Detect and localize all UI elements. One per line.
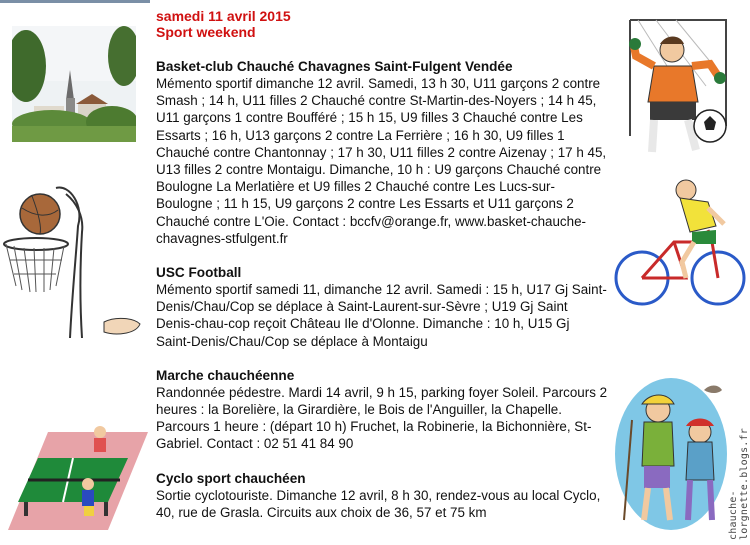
section-title: Basket-club Chauché Chavagnes Saint-Fulgent Vendée: [156, 59, 513, 74]
section-body: Mémento sportif dimanche 12 avril. Samedi, 13 h 30, U11 garçons 2 contre Smash ; 14 h, U11 filles 2 Chauché contre St-Martin-des-Noyers ; 14 h 45, U11 garçons 1 contre Boufféré ; 15 h 15, U9 filles 3 Chauché contre Les Essarts ; 16 h, U13 garçons 2 contre La Ferrière ; 16 h 30, U9 filles 1 Chauché contre Chantonnay ; 17 h 30, U11 filles 2 contre Aizenay ; 17 h 45, U13 filles 2 contre Montaigu. Dimanche, 10 h : U9 garçons Chauché contre Boulogne La Merlatière et U9 filles 2 Chauché contre Les Lucs-sur-Boulogne ; 11 h 15, U9 garçons 2 contre Les Essarts et U11 garçons 2 Chauché contre L'Oie. Contact : bccfv@orange.fr, www.basket-chauche-chavagnes-stfulgent.fr: [156, 76, 607, 246]
village-photo: [12, 26, 136, 142]
basketball-illustration: [0, 186, 145, 342]
article-date: samedi 11 avril 2015: [156, 8, 291, 24]
section-body: Randonnée pédestre. Mardi 14 avril, 9 h 15, parking foyer Soleil. Parcours 2 heures : la Borelière, la Girardière, le Bois de l'Anguiller, la Chapelle. Parcours 1 heure : (départ 10 h) Fruchet, la Robinerie, la Bichonnière, St-Gabriel. Contact : 02 51 41 84 90: [156, 384, 608, 452]
section-body: Sortie cyclotouriste. Dimanche 12 avril, 8 h 30, rendez-vous au local Cyclo, 40, rue de Grasla. Circuits aux choix de 36, 57 et 75 km: [156, 487, 601, 520]
section-usc-football: [156, 264, 608, 350]
section-title: Cyclo sport chauchéen: [156, 470, 306, 486]
article-subtitle: Sport weekend: [156, 24, 256, 40]
section-body: Mémento sportif samedi 11, dimanche 12 avril. Samedi : 15 h, U17 Gj Saint-Denis/Chau/Cop se déplace à Saint-Laurent-sur-Sèvre ; U19 Gj Saint Denis-chau-cop reçoit Château Ile d'Olonne. Dimanche : 10 h, U15 Gj Saint-Denis/Chau/Cop se déplace à Montaigu: [156, 282, 607, 349]
cyclist-illustration: [612, 178, 748, 312]
table-tennis-illustration: [8, 418, 148, 530]
article-content: [156, 8, 608, 538]
section-title: Marche chauchéenne: [156, 367, 295, 383]
hikers-illustration: [614, 370, 728, 532]
section-marche: [156, 367, 608, 453]
section-basket-club: [156, 58, 608, 247]
section-title: USC Football: [156, 265, 242, 281]
goalkeeper-illustration: [626, 16, 730, 164]
top-bar: [0, 0, 150, 3]
section-cyclo: [156, 470, 608, 521]
blog-watermark: chauche-lorgnette.blogs.fr: [728, 428, 750, 540]
